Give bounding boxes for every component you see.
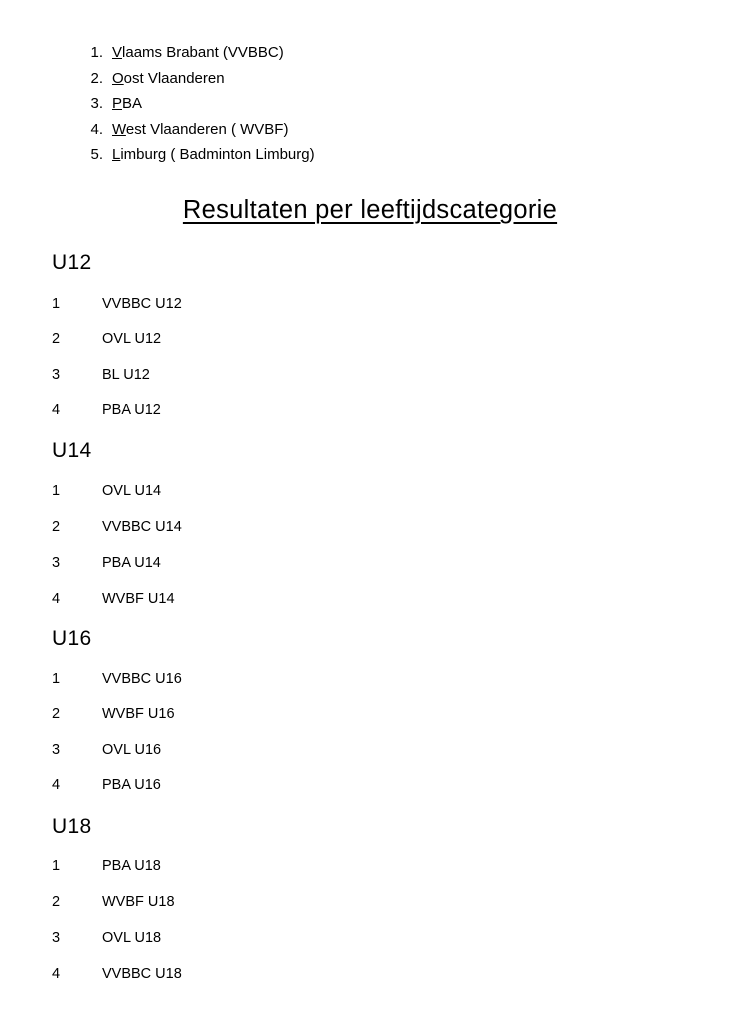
result-position: 3 [52, 367, 61, 383]
result-team: WVBF U14 [102, 591, 175, 607]
result-team: VVBBC U12 [102, 296, 182, 312]
result-row [52, 367, 150, 383]
overall-rank-name: Vlaams Brabant (VVBBC) [112, 44, 284, 61]
result-row [52, 742, 161, 758]
category-heading-u14: U14 [52, 439, 92, 462]
result-row [52, 706, 175, 722]
result-row [52, 777, 161, 793]
category-heading-u12: U12 [52, 251, 92, 274]
overall-rank-name: Limburg ( Badminton Limburg) [112, 146, 315, 163]
overall-ranking-item [72, 40, 315, 66]
result-team: OVL U14 [102, 483, 162, 499]
overall-rank-number: 1. [90, 44, 103, 61]
overall-ranking-item [72, 66, 315, 92]
result-position: 4 [52, 966, 61, 982]
overall-rank-number: 2. [90, 69, 103, 87]
result-row [52, 483, 161, 499]
category-heading-u18: U18 [52, 815, 92, 838]
result-position: 1 [52, 671, 61, 687]
result-team: OVL U16 [102, 742, 162, 758]
result-row [52, 331, 161, 347]
result-team: PBA U14 [102, 555, 161, 571]
result-team: OVL U12 [102, 331, 162, 347]
page-title [0, 196, 740, 225]
result-position: 4 [52, 591, 61, 607]
result-position: 3 [52, 930, 61, 946]
result-team: VVBBC U18 [102, 966, 182, 982]
page-title-text: Resultaten per leeftijdscategorie [182, 196, 558, 224]
result-team: PBA U16 [102, 777, 161, 793]
result-position: 1 [52, 483, 61, 499]
result-position: 2 [52, 331, 61, 347]
overall-rank-name: PBA [112, 95, 143, 112]
result-position: 1 [52, 296, 61, 312]
result-team: BL U12 [102, 367, 150, 383]
category-heading-u16: U16 [52, 627, 92, 650]
result-row [52, 555, 161, 571]
result-position: 3 [52, 555, 61, 571]
result-team: VVBBC U16 [102, 671, 182, 687]
result-row [52, 519, 182, 535]
overall-ranking-list [72, 40, 315, 168]
result-position: 2 [52, 519, 61, 535]
result-row [52, 966, 182, 982]
result-team: PBA U12 [102, 402, 161, 418]
result-team: WVBF U16 [102, 706, 175, 722]
result-team: OVL U18 [102, 930, 162, 946]
overall-ranking-item [72, 117, 315, 143]
overall-rank-name: Oost Vlaanderen [112, 69, 225, 87]
result-position: 3 [52, 742, 61, 758]
overall-rank-name: West Vlaanderen ( WVBF) [112, 120, 289, 138]
result-row [52, 402, 161, 418]
overall-rank-number: 3. [90, 95, 103, 112]
result-position: 4 [52, 777, 61, 793]
result-team: WVBF U18 [102, 894, 175, 910]
result-row [52, 591, 175, 607]
result-team: PBA U18 [102, 858, 161, 874]
overall-rank-number: 5. [90, 146, 103, 163]
result-position: 4 [52, 402, 61, 418]
result-row [52, 671, 182, 687]
result-position: 1 [52, 858, 61, 874]
result-team: VVBBC U14 [102, 519, 182, 535]
result-row [52, 296, 182, 312]
result-row [52, 858, 161, 874]
overall-ranking-item [72, 91, 315, 117]
overall-ranking-item [72, 142, 315, 168]
result-position: 2 [52, 894, 61, 910]
result-position: 2 [52, 706, 61, 722]
result-row [52, 930, 161, 946]
result-row [52, 894, 175, 910]
overall-rank-number: 4. [90, 120, 103, 138]
